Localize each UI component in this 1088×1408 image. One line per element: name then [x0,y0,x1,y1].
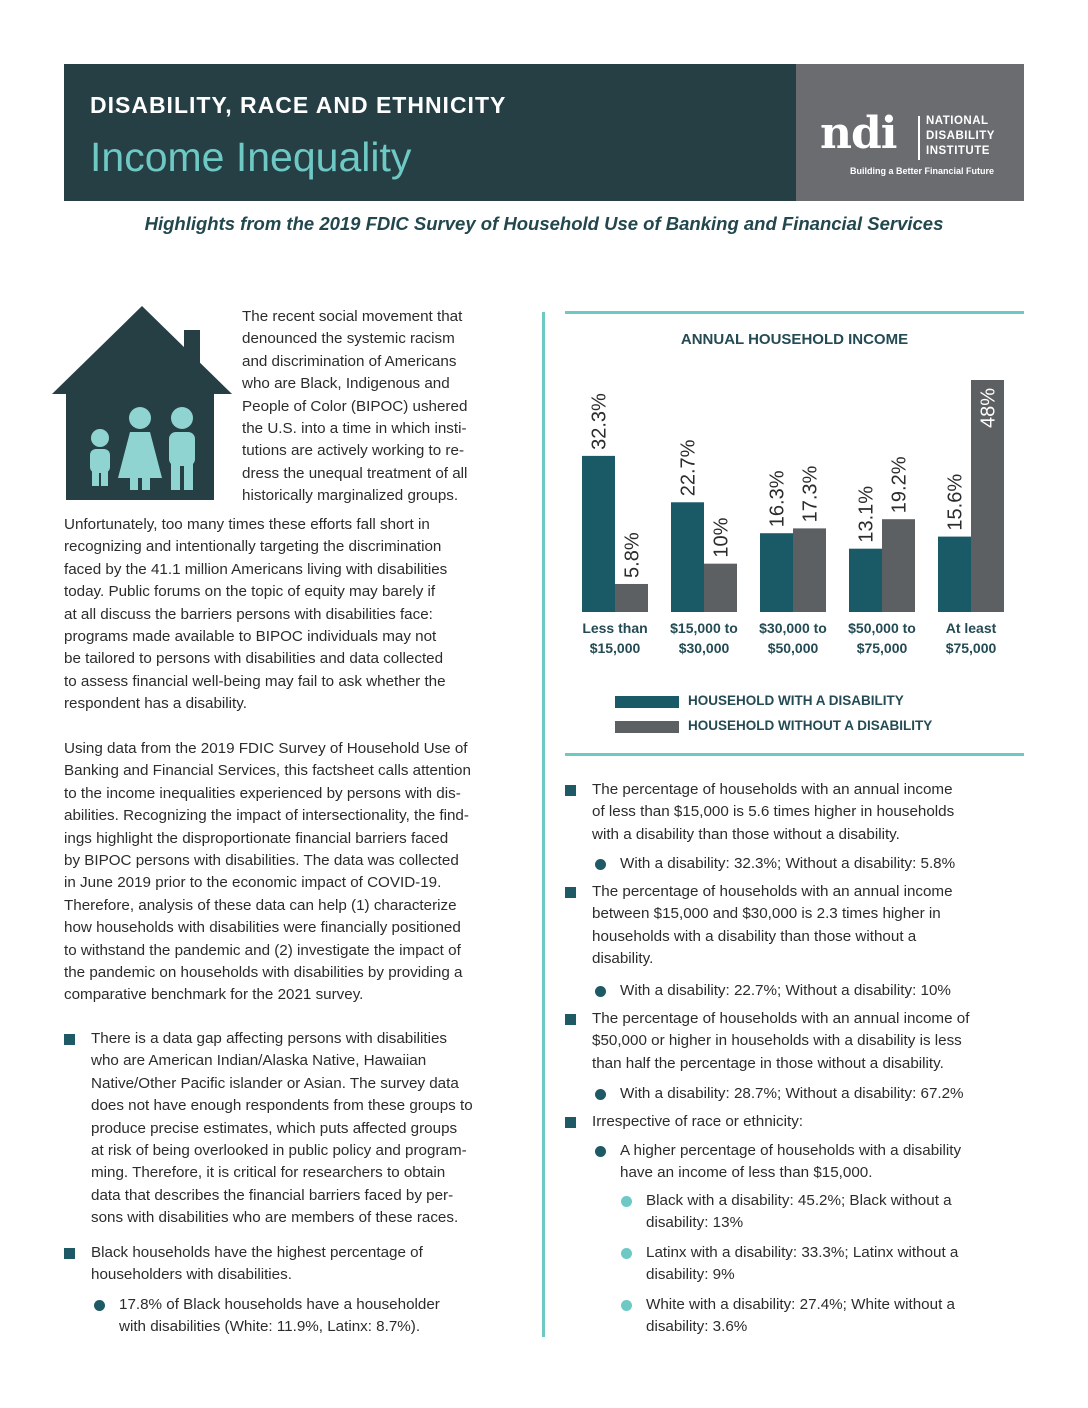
chart-top-rule [565,311,1024,314]
bar-no-disability-3 [882,519,915,612]
text-line: who are Black, Indigenous and [242,375,450,393]
logo-line-3: INSTITUTE [926,145,990,157]
text-line: with disabilities (White: 11.9%, Latinx: 8.7%). [119,1318,421,1336]
finding-latinx [646,1242,1024,1287]
category-label-4-1: $75,000 [945,640,997,656]
round-bullet-icon [621,1300,632,1311]
data-gap-bullet [91,1028,531,1230]
category-label-1-0: $15,000 to [670,620,738,636]
square-bullet-icon [64,1248,75,1259]
black-households-sub-bullet [119,1294,529,1339]
round-bullet-icon [94,1300,105,1311]
finding-15k-30k-values: With a disability: 22.7%; Without a disability: 10% [620,982,951,999]
category-label-2-1: $50,000 [767,640,819,656]
data-label-no-disability-3: 19.2% [888,456,911,514]
round-bullet-icon [621,1248,632,1259]
text-line: between $15,000 and $30,000 is 2.3 times higher in [592,905,941,923]
category-label-2-0: $30,000 to [759,620,827,636]
text-line: People of Color (BIPOC) ushered [242,397,468,415]
square-bullet-icon [565,1117,576,1128]
data-label-disability-0: 32.3% [588,393,611,450]
text-line: There is a data gap affecting persons with disabilities [91,1030,447,1047]
square-bullet-icon [64,1034,75,1045]
text-line: The percentage of households with an annual income [592,883,953,900]
intro-paragraph-top [242,306,524,508]
logo-tagline: Building a Better Financial Future [850,166,995,176]
square-bullet-icon [565,887,576,898]
square-bullet-icon [565,785,576,796]
text-line: who are American Indian/Alaska Native, Hawaiian [91,1052,427,1070]
header-banner [64,64,1024,201]
text-line: A higher percentage of households with a disability [620,1142,962,1159]
finding-black [646,1190,1024,1235]
income-bar-chart [565,355,1024,665]
round-bullet-icon [595,1089,606,1100]
bar-no-disability-0 [615,584,648,612]
text-line: sons with disabilities who are members of these races. [91,1209,459,1227]
text-line: than half the percentage in those without a disability. [592,1054,944,1072]
text-line: the U.S. into a time in which insti- [242,420,467,438]
text-line: recognizing and intentionally targeting the discrimination [64,538,442,556]
finding-50k-plus [592,1008,1028,1075]
chart-bottom-rule [565,753,1024,756]
text-line: programs made available to BIPOC individuals may not [64,628,437,646]
house-family-icon [52,306,232,500]
text-line: disability: 13% [646,1214,744,1232]
text-line: denounced the systemic racism [242,330,455,348]
data-label-disability-4: 15.6% [944,473,967,531]
text-line: Latinx with a disability: 33.3%; Latinx without a [646,1244,959,1261]
data-label-no-disability-2: 17.3% [799,465,822,523]
text-line: The recent social movement that [242,308,463,325]
text-line: dress the unequal treatment of all [242,464,468,482]
text-line: be tailored to persons with disabilities and data collected [64,650,444,668]
data-label-no-disability-1: 10% [710,517,733,558]
header-kicker: DISABILITY, RACE AND ETHNICITY [90,92,507,118]
bar-no-disability-2 [793,528,826,612]
data-label-no-disability-4: 48% [977,387,1000,428]
text-line: of less than $15,000 is 5.6 times higher in households [592,803,955,821]
text-line: at risk of being overlooked in public policy and program- [91,1142,467,1160]
black-households-bullet [91,1242,531,1287]
category-label-4-0: At least [945,620,997,636]
text-line: does not have enough respondents from these groups to [91,1097,473,1115]
text-line: Unfortunately, too many times these efforts fall short in [64,516,430,533]
bar-disability-2 [760,533,793,612]
text-line: $50,000 or higher in households with a disability is less [592,1032,962,1050]
text-line: 17.8% of Black households have a householder [119,1296,440,1313]
text-line: Black with a disability: 45.2%; Black without a [646,1192,952,1209]
text-line: The percentage of households with an annual income [592,781,953,798]
bar-disability-1 [671,502,704,612]
text-line: at all discuss the barriers persons with disabilities face: [64,605,433,623]
bar-no-disability-1 [704,564,737,612]
text-line: Banking and Financial Services, this factsheet calls attention [64,762,471,780]
text-line: faced by the 41.1 million Americans living with disabilities [64,560,448,578]
text-line: by BIPOC persons with disabilities. The data was collected [64,852,459,870]
finding-50k-plus-values: With a disability: 28.7%; Without a disability: 67.2% [620,1085,964,1102]
text-line: respondent has a disability. [64,695,247,713]
text-line: householders with disabilities. [91,1266,292,1284]
text-line: Native/Other Pacific islander or Asian. The survey data [91,1074,459,1092]
category-label-3-1: $75,000 [856,640,908,656]
logo-line-1: NATIONAL [926,115,989,127]
data-label-disability-2: 16.3% [766,470,789,528]
data-label-no-disability-0: 5.8% [621,532,644,578]
category-label-1-1: $30,000 [678,640,730,656]
text-line: data that describes the financial barriers faced by per- [91,1186,454,1204]
text-line: in June 2019 prior to the economic impact of COVID-19. [64,874,442,892]
text-line: disability: 9% [646,1266,735,1284]
logo-divider [918,116,920,160]
data-label-disability-1: 22.7% [677,439,700,497]
text-line: White with a disability: 27.4%; White without a [646,1296,955,1313]
text-line: with a disability than those without a disability. [592,825,900,843]
text-line: Therefore, analysis of these data can help (1) characterize [64,896,457,914]
text-line: households with a disability than those without a [592,927,917,945]
legend-label-disability: HOUSEHOLD WITH A DISABILITY [688,693,904,708]
text-line: The percentage of households with an annual income of [592,1010,970,1027]
text-line: historically marginalized groups. [242,487,459,505]
category-label-3-0: $50,000 to [848,620,916,636]
text-line: produce precise estimates, which puts affected groups [91,1119,458,1137]
text-line: the pandemic on households with disabilities by providing a [64,964,463,982]
finding-race-ethnicity: Irrespective of race or ethnicity: [592,1113,804,1130]
logo-mark: ndi [820,108,897,159]
text-line: tutions are actively working to re- [242,442,464,460]
legend-swatch-no-disability [615,721,679,733]
ndi-logo [796,64,1024,201]
text-line: have an income of less than $15,000. [620,1164,873,1182]
round-bullet-icon [595,1146,606,1157]
square-bullet-icon [565,1014,576,1025]
page-title: Income Inequality [90,134,412,180]
finding-under-15k-values: With a disability: 32.3%; Without a disability: 5.8% [620,855,956,872]
intro-paragraph-bottom [64,514,524,716]
text-line: to assess financial well-being may fail to ask whether the [64,672,446,690]
bar-disability-3 [849,549,882,612]
text-line: how households with disabilities were financially positioned [64,919,461,937]
text-line: disability: 3.6% [646,1318,748,1336]
text-line: ings highlight the disproportionate financial barriers faced [64,829,449,847]
column-divider [542,312,545,1337]
text-line: ming. Therefore, it is critical for researchers to obtain [91,1164,446,1182]
methodology-paragraph [64,738,524,1007]
text-line: today. Public forums on the topic of equity may barely if [64,583,436,601]
chart-title: ANNUAL HOUSEHOLD INCOME [680,331,909,348]
text-line: Using data from the 2019 FDIC Survey of Household Use of [64,740,468,757]
category-label-0-0: Less than [582,620,648,636]
bar-disability-4 [938,537,971,612]
text-line: and discrimination of Americans [242,352,457,370]
text-line: to the income inequalities experienced by persons with dis- [64,784,461,802]
data-label-disability-3: 13.1% [855,485,878,543]
text-line: abilities. Recognizing the impact of intersectionality, the find- [64,807,469,825]
text-line: comparative benchmark for the 2021 survey. [64,986,364,1004]
legend-label-no-disability: HOUSEHOLD WITHOUT A DISABILITY [688,718,933,733]
round-bullet-icon [595,986,606,997]
round-bullet-icon [621,1196,632,1207]
category-label-0-1: $15,000 [589,640,641,656]
round-bullet-icon [595,859,606,870]
text-line: to withstand the pandemic and (2) investigate the impact of [64,941,461,959]
finding-white [646,1294,1024,1339]
bar-disability-0 [582,456,615,612]
legend-swatch-disability [615,696,679,708]
text-line: Black households have the highest percentage of [91,1244,423,1261]
logo-line-2: DISABILITY [926,130,995,142]
text-line: disability. [592,950,654,968]
finding-15k-30k [592,881,1024,971]
finding-under-15k [592,779,1024,846]
finding-race-ethnicity-sub [620,1140,1024,1185]
subtitle: Highlights from the 2019 FDIC Survey of Household Use of Banking and Financial Services [144,213,944,234]
